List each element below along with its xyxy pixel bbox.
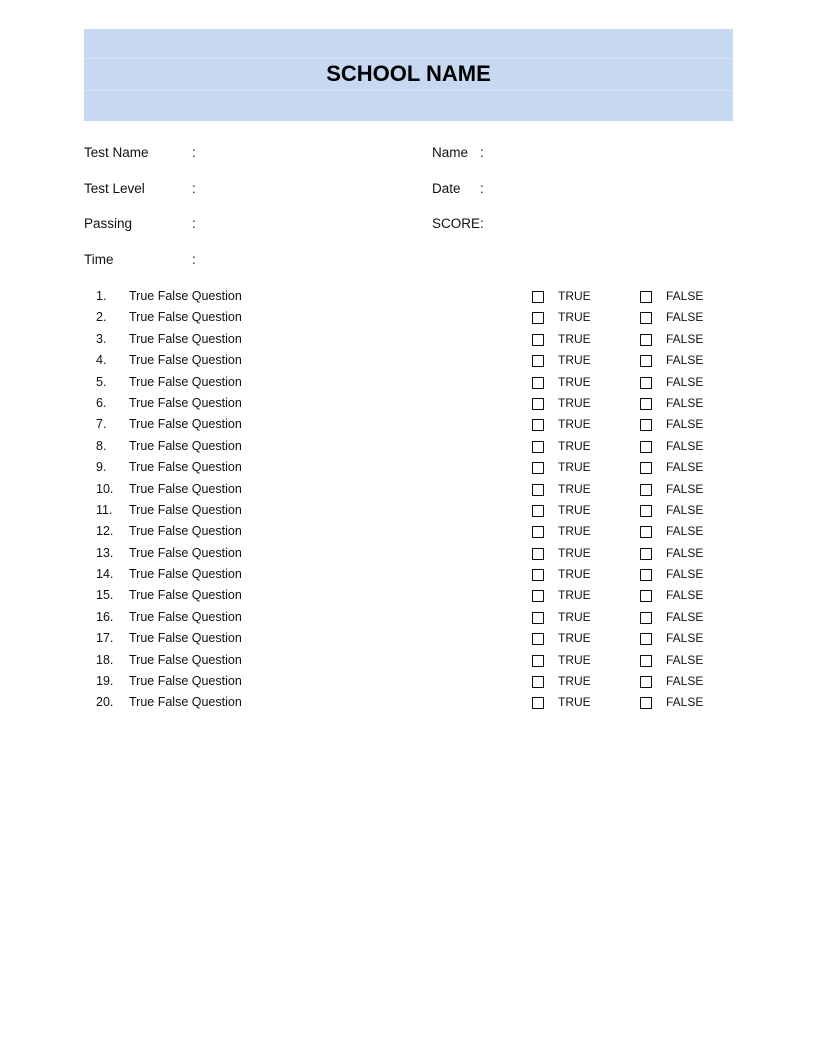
question-number: 5. [96, 374, 107, 389]
question-row [84, 372, 733, 393]
question-text: True False Question [129, 395, 242, 410]
true-checkbox[interactable] [532, 419, 544, 431]
true-option-label: TRUE [558, 438, 591, 453]
false-checkbox[interactable] [640, 398, 652, 410]
question-row [84, 436, 733, 457]
question-text: True False Question [129, 609, 242, 624]
false-option-label: FALSE [666, 545, 704, 560]
question-text: True False Question [129, 481, 242, 496]
question-number: 2. [96, 310, 107, 325]
true-checkbox[interactable] [532, 697, 544, 709]
false-checkbox[interactable] [640, 291, 652, 303]
score-colon: : [480, 216, 484, 231]
passing-colon: : [192, 216, 196, 231]
true-option-label: TRUE [558, 417, 591, 432]
false-checkbox[interactable] [640, 377, 652, 389]
true-checkbox[interactable] [532, 398, 544, 410]
question-row [84, 671, 733, 692]
question-number: 16. [96, 609, 114, 624]
name-field [432, 144, 512, 162]
true-checkbox[interactable] [532, 505, 544, 517]
score-field [432, 215, 512, 233]
false-option-label: FALSE [666, 438, 704, 453]
true-checkbox[interactable] [532, 655, 544, 667]
test-name-colon: : [192, 145, 196, 160]
false-option-label: FALSE [666, 353, 704, 368]
question-text: True False Question [129, 417, 242, 432]
true-checkbox[interactable] [532, 334, 544, 346]
true-checkbox[interactable] [532, 526, 544, 538]
question-row [84, 500, 733, 521]
false-checkbox[interactable] [640, 312, 652, 324]
true-option-label: TRUE [558, 631, 591, 646]
false-checkbox[interactable] [640, 462, 652, 474]
question-text: True False Question [129, 310, 242, 325]
true-option-label: TRUE [558, 395, 591, 410]
header-band [84, 29, 733, 121]
true-option-label: TRUE [558, 524, 591, 539]
false-checkbox[interactable] [640, 505, 652, 517]
date-colon: : [480, 181, 484, 196]
true-option-label: TRUE [558, 353, 591, 368]
false-option-label: FALSE [666, 331, 704, 346]
question-text: True False Question [129, 289, 242, 303]
false-checkbox[interactable] [640, 612, 652, 624]
question-row [84, 307, 733, 328]
true-option-label: TRUE [558, 502, 591, 517]
question-text: True False Question [129, 631, 242, 646]
question-text: True False Question [129, 695, 242, 710]
passing-field [84, 215, 224, 233]
true-checkbox[interactable] [532, 590, 544, 602]
false-option-label: FALSE [666, 460, 704, 475]
question-text: True False Question [129, 545, 242, 560]
true-option-label: TRUE [558, 588, 591, 603]
time-colon: : [192, 252, 196, 267]
false-checkbox[interactable] [640, 676, 652, 688]
false-option-label: FALSE [666, 652, 704, 667]
question-number: 4. [96, 353, 107, 368]
false-option-label: FALSE [666, 417, 704, 432]
question-text: True False Question [129, 353, 242, 368]
question-number: 8. [96, 438, 107, 453]
true-option-label: TRUE [558, 310, 591, 325]
header-divider [84, 90, 733, 91]
name-label: Name [432, 145, 469, 160]
question-row [84, 286, 733, 307]
false-option-label: FALSE [666, 695, 704, 710]
true-option-label: TRUE [558, 567, 591, 582]
test-name-field [84, 144, 224, 162]
question-number: 15. [96, 588, 114, 603]
name-colon: : [480, 145, 484, 160]
question-number: 18. [96, 652, 114, 667]
false-checkbox[interactable] [640, 484, 652, 496]
question-list [84, 286, 733, 714]
true-option-label: TRUE [558, 481, 591, 496]
false-checkbox[interactable] [640, 590, 652, 602]
question-number: 14. [96, 567, 114, 582]
true-option-label: TRUE [558, 609, 591, 624]
true-checkbox[interactable] [532, 484, 544, 496]
false-option-label: FALSE [666, 374, 704, 389]
false-checkbox[interactable] [640, 355, 652, 367]
score-label: SCORE [432, 216, 481, 231]
question-number: 9. [96, 460, 107, 475]
question-row [84, 607, 733, 628]
false-checkbox[interactable] [640, 697, 652, 709]
true-option-label: TRUE [558, 331, 591, 346]
false-option-label: FALSE [666, 588, 704, 603]
question-number: 10. [96, 481, 114, 496]
true-checkbox[interactable] [532, 676, 544, 688]
false-option-label: FALSE [666, 289, 704, 303]
true-checkbox[interactable] [532, 291, 544, 303]
true-option-label: TRUE [558, 289, 591, 303]
question-number: 3. [96, 331, 107, 346]
question-number: 13. [96, 545, 114, 560]
question-text: True False Question [129, 524, 242, 539]
false-checkbox[interactable] [640, 633, 652, 645]
question-number: 12. [96, 524, 114, 539]
true-checkbox[interactable] [532, 569, 544, 581]
question-row [84, 521, 733, 542]
true-checkbox[interactable] [532, 612, 544, 624]
question-row [84, 692, 733, 713]
date-field [432, 180, 512, 198]
false-option-label: FALSE [666, 502, 704, 517]
question-row [84, 350, 733, 371]
question-row [84, 457, 733, 478]
question-row [84, 650, 733, 671]
false-option-label: FALSE [666, 674, 704, 689]
question-number: 17. [96, 631, 114, 646]
question-row [84, 393, 733, 414]
true-checkbox[interactable] [532, 377, 544, 389]
question-text: True False Question [129, 567, 242, 582]
true-option-label: TRUE [558, 674, 591, 689]
question-row [84, 479, 733, 500]
question-text: True False Question [129, 588, 242, 603]
question-number: 20. [96, 695, 114, 710]
question-row [84, 543, 733, 564]
true-option-label: TRUE [558, 460, 591, 475]
question-text: True False Question [129, 438, 242, 453]
true-checkbox[interactable] [532, 441, 544, 453]
test-name-label: Test Name [84, 145, 149, 160]
date-label: Date [432, 181, 461, 196]
time-label: Time [84, 252, 114, 267]
false-checkbox[interactable] [640, 419, 652, 431]
test-level-colon: : [192, 181, 196, 196]
false-option-label: FALSE [666, 567, 704, 582]
test-level-label: Test Level [84, 181, 145, 196]
false-checkbox[interactable] [640, 441, 652, 453]
true-checkbox[interactable] [532, 355, 544, 367]
true-option-label: TRUE [558, 545, 591, 560]
false-checkbox[interactable] [640, 526, 652, 538]
question-text: True False Question [129, 331, 242, 346]
true-checkbox[interactable] [532, 462, 544, 474]
question-text: True False Question [129, 374, 242, 389]
question-number: 7. [96, 417, 107, 432]
question-number: 11. [96, 502, 113, 517]
question-text: True False Question [129, 674, 242, 689]
false-option-label: FALSE [666, 524, 704, 539]
question-number: 19. [96, 674, 114, 689]
question-text: True False Question [129, 460, 242, 475]
question-number: 1. [96, 289, 107, 303]
question-text: True False Question [129, 502, 242, 517]
time-field [84, 251, 224, 269]
false-checkbox[interactable] [640, 655, 652, 667]
school-name-title: SCHOOL NAME [326, 61, 491, 86]
question-text: True False Question [129, 652, 242, 667]
true-option-label: TRUE [558, 652, 591, 667]
true-option-label: TRUE [558, 374, 591, 389]
question-row [84, 628, 733, 649]
test-level-field [84, 180, 224, 198]
true-checkbox[interactable] [532, 548, 544, 560]
false-checkbox[interactable] [640, 569, 652, 581]
true-checkbox[interactable] [532, 312, 544, 324]
false-option-label: FALSE [666, 395, 704, 410]
question-row [84, 564, 733, 585]
question-row [84, 329, 733, 350]
true-option-label: TRUE [558, 695, 591, 710]
question-row [84, 414, 733, 435]
false-checkbox[interactable] [640, 548, 652, 560]
false-option-label: FALSE [666, 631, 704, 646]
true-checkbox[interactable] [532, 633, 544, 645]
false-option-label: FALSE [666, 481, 704, 496]
false-option-label: FALSE [666, 310, 704, 325]
false-checkbox[interactable] [640, 334, 652, 346]
question-number: 6. [96, 395, 107, 410]
false-option-label: FALSE [666, 609, 704, 624]
passing-label: Passing [84, 216, 133, 231]
question-row [84, 585, 733, 606]
